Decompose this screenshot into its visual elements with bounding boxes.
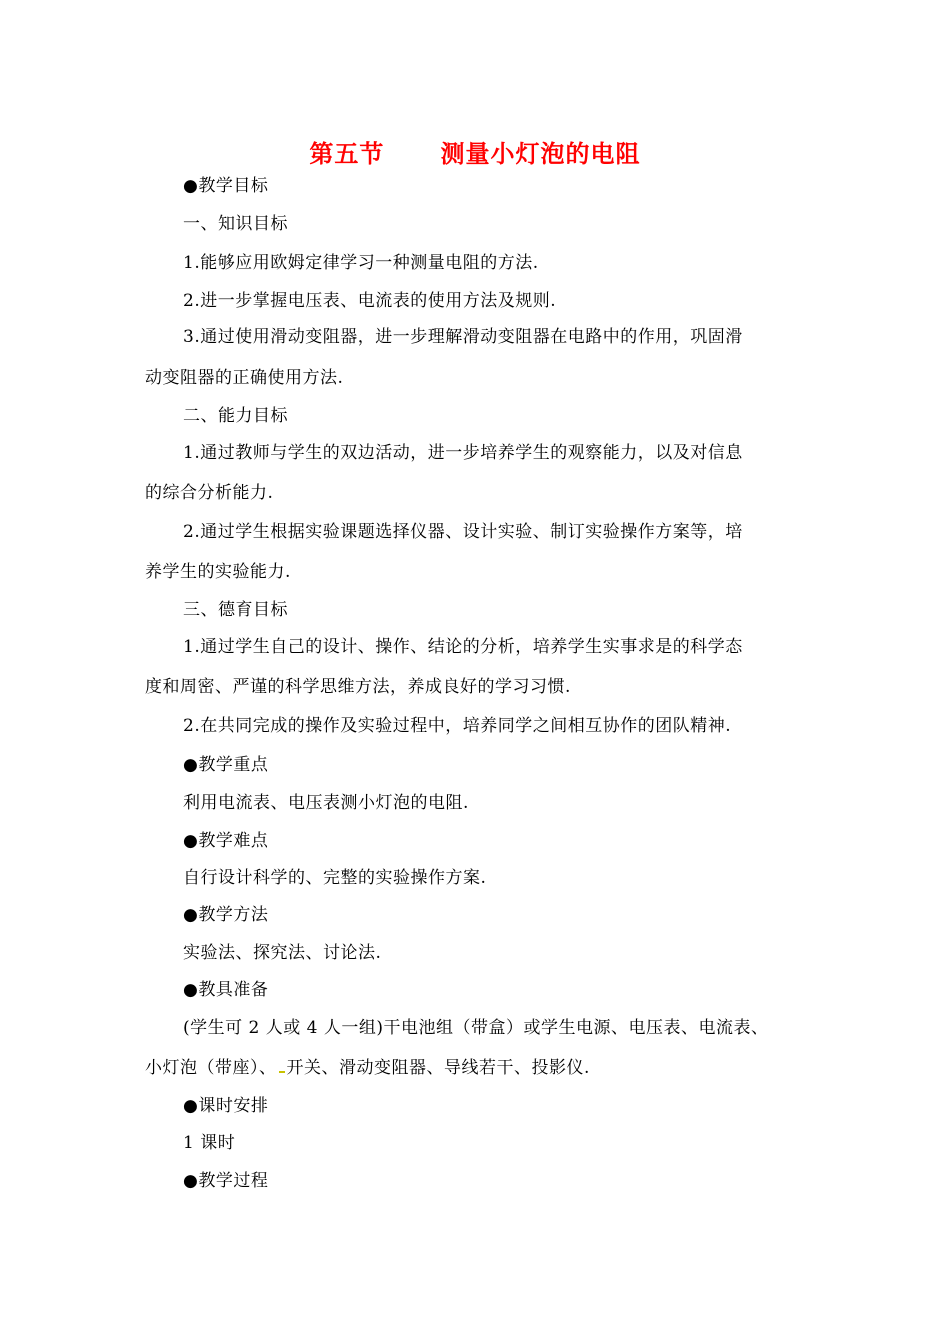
paragraph-m1-line1: 1.通过学生自己的设计、操作、结论的分析，培养学生实事求是的科学态 (183, 637, 743, 657)
section-heading-method: ●教学方法 (183, 905, 269, 925)
section-heading-process: ●教学过程 (183, 1171, 269, 1191)
paragraph-difficulty: 自行设计科学的、完整的实验操作方案. (183, 868, 487, 888)
page-title: 第五节 测量小灯泡的电阻 (309, 140, 641, 168)
paragraph-schedule: 1 课时 (183, 1133, 236, 1153)
subheading-moral: 三、德育目标 (183, 600, 288, 620)
paragraph-k3-line2: 动变阻器的正确使用方法. (145, 368, 344, 388)
paragraph-a1-line1: 1.通过教师与学生的双边活动，进一步培养学生的观察能力，以及对信息 (183, 443, 743, 463)
subheading-knowledge: 一、知识目标 (183, 214, 288, 234)
paragraph-k1: 1.能够应用欧姆定律学习一种测量电阻的方法. (183, 253, 539, 273)
paragraph-key: 利用电流表、电压表测小灯泡的电阻. (183, 793, 469, 813)
section-heading-difficulty: ●教学难点 (183, 831, 269, 851)
tools-line2-part1: 小灯泡（带座）、 (145, 1058, 277, 1078)
subheading-ability: 二、能力目标 (183, 406, 288, 426)
section-heading-schedule: ●课时安排 (183, 1096, 269, 1116)
paragraph-a2-line1: 2.通过学生根据实验课题选择仪器、设计实验、制订实验操作方案等，培 (183, 522, 743, 542)
tools-line2-part2: 开关、滑动变阻器、导线若干、投影仪. (286, 1058, 590, 1078)
paragraph-k3-line1: 3.通过使用滑动变阻器，进一步理解滑动变阻器在电路中的作用，巩固滑 (183, 327, 743, 347)
paragraph-method: 实验法、探究法、讨论法. (183, 943, 382, 963)
paragraph-tools-line1: (学生可 2 人或 4 人一组)干电池组（带盒）或学生电源、电压表、电流表、 (183, 1018, 769, 1038)
paragraph-a2-line2: 养学生的实验能力. (145, 562, 291, 582)
paragraph-m2: 2.在共同完成的操作及实验过程中，培养同学之间相互协作的团队精神. (183, 716, 732, 736)
paragraph-tools-line2 (145, 1056, 590, 1080)
section-heading-key: ●教学重点 (183, 755, 269, 775)
section-heading-goals: ●教学目标 (183, 176, 269, 196)
section-heading-tools: ●教具准备 (183, 980, 269, 1000)
paragraph-k2: 2.进一步掌握电压表、电流表的使用方法及规则. (183, 291, 557, 311)
paragraph-a1-line2: 的综合分析能力. (145, 483, 274, 503)
paragraph-m1-line2: 度和周密、严谨的科学思维方法，养成良好的学习习惯. (145, 677, 571, 697)
highlight-mark (279, 1071, 285, 1073)
